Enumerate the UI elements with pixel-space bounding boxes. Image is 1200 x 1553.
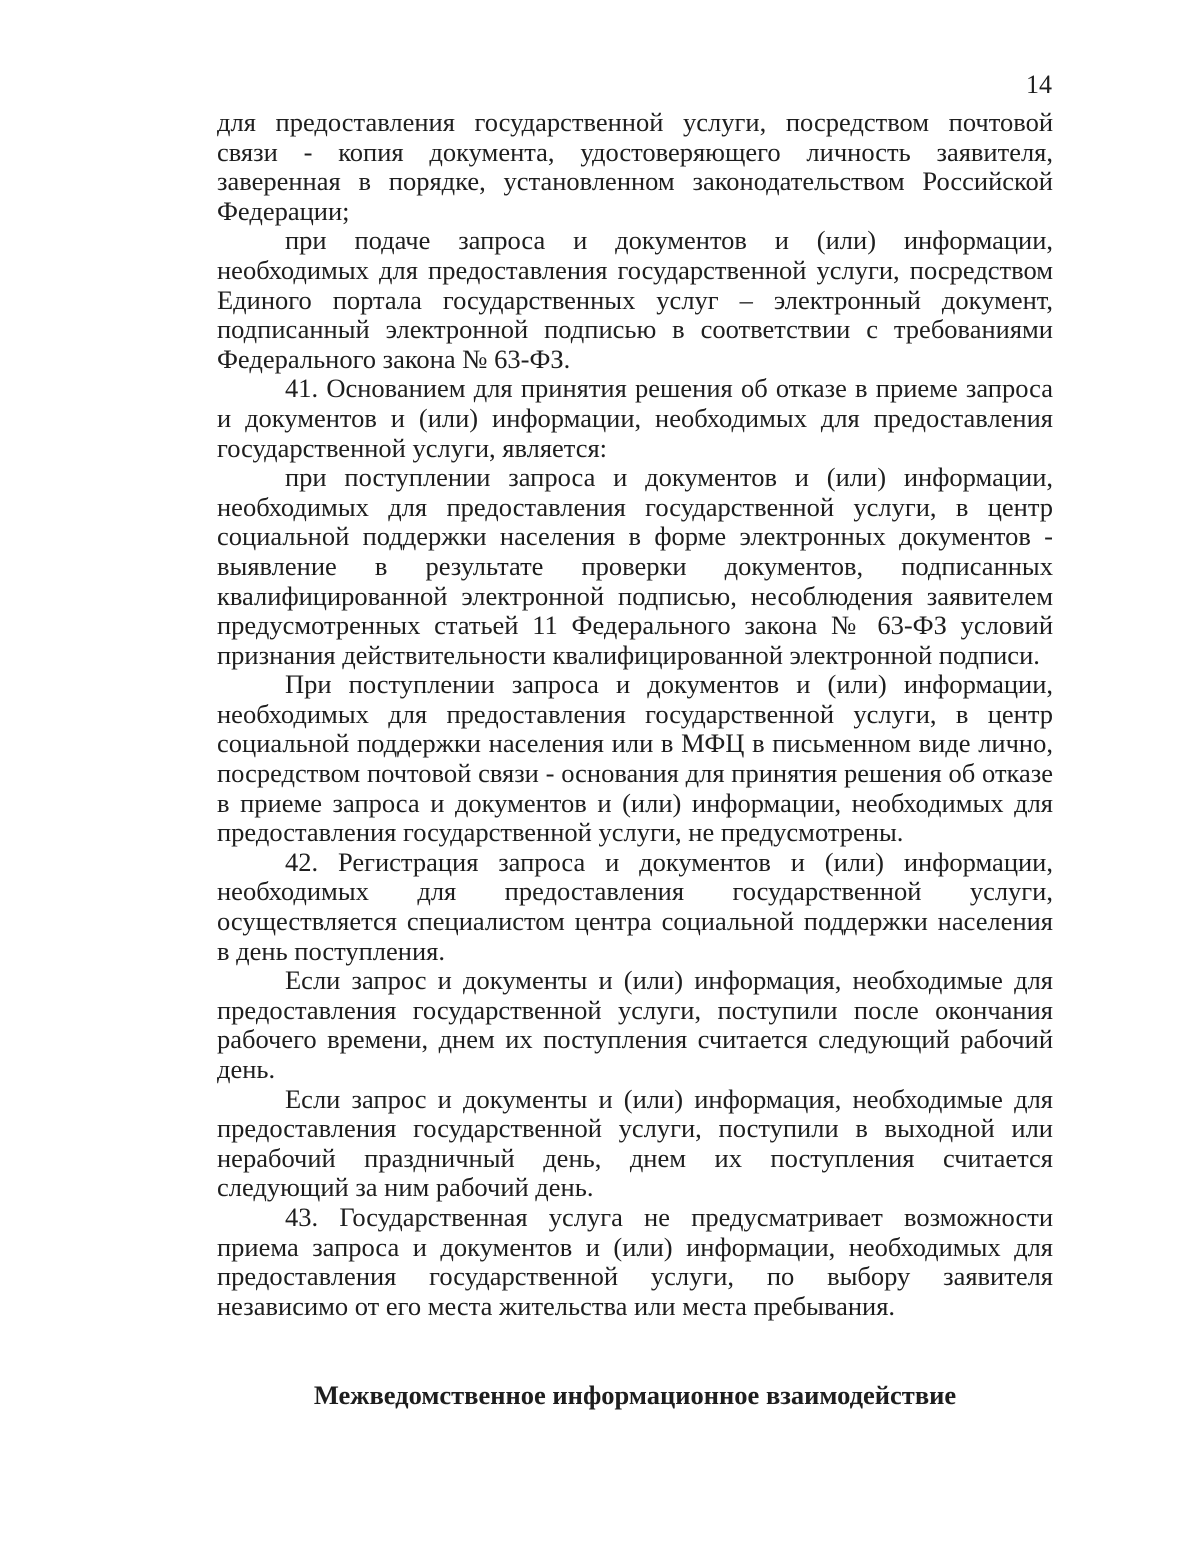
paragraph-43: 43. Государственная услуга не предусматривает возможности приема запроса и документов и (или) информации, необходимых для предоставления государственной услуги, по выбору заявителя независимо от его места жительства или места пребывания.	[217, 1201, 1053, 1321]
page-number: 14	[1026, 70, 1052, 99]
paragraph-41: 41. Основанием для принятия решения об отказе в приеме запроса и документов и (или) информации, необходимых для предоставления государственной услуги, является:	[217, 373, 1053, 463]
paragraph-42-after-hours: Если запрос и документы и (или) информация, необходимые для предоставления государственной услуги, поступили после окончания рабочего времени, днем их поступления считается следующий рабочий день.	[217, 965, 1053, 1084]
paragraph-42-holiday: Если запрос и документы и (или) информация, необходимые для предоставления государственной услуги, поступили в выходной или нерабочий праздничный день, днем их поступления считается следующий за ним рабочий день.	[217, 1083, 1053, 1203]
paragraph-41-written: При поступлении запроса и документов и (или) информации, необходимых для предоставления государственной услуги, в центр социальной поддержки населения или в МФЦ в письменном виде лично, посредством почтовой связи - основания для принятия решения об отказе в приеме запроса и документов и (или) информации, необходимых для предоставления государственной услуги, не предусмотрены.	[217, 669, 1053, 848]
section-heading: Межведомственное информационное взаимодействие	[313, 1380, 957, 1410]
paragraph-42: 42. Регистрация запроса и документов и (или) информации, необходимых для предоставления государственной услуги, осуществляется специалистом центра социальной поддержки населения в день поступления.	[217, 846, 1053, 966]
paragraph-epgu-submission: при подаче запроса и документов и (или) информации, необходимых для предоставления государственной услуги, посредством Единого портала государственных услуг – электронный документ, подписанный электронной подписью в соответствии с требованиями Федерального закона № 63-ФЗ.	[217, 225, 1053, 374]
paragraph-41-electronic: при поступлении запроса и документов и (или) информации, необходимых для предоставления государственной услуги, в центр социальной поддержки населения в форме электронных документов - выявление в результате проверки документов, подписанных квалифицированной электронной подписью, несоблюдения заявителем предусмотренных статьей 11 Федерального закона № 63-ФЗ условий признания действительности квалифицированной электронной подписи.	[217, 462, 1053, 670]
body-text	[217, 108, 1053, 1321]
paragraph-continuation: для предоставления государственной услуги, посредством почтовой связи - копия документа, удостоверяющего личность заявителя, заверенная в порядке, установленном законодательством Российской Федерации;	[217, 107, 1053, 226]
